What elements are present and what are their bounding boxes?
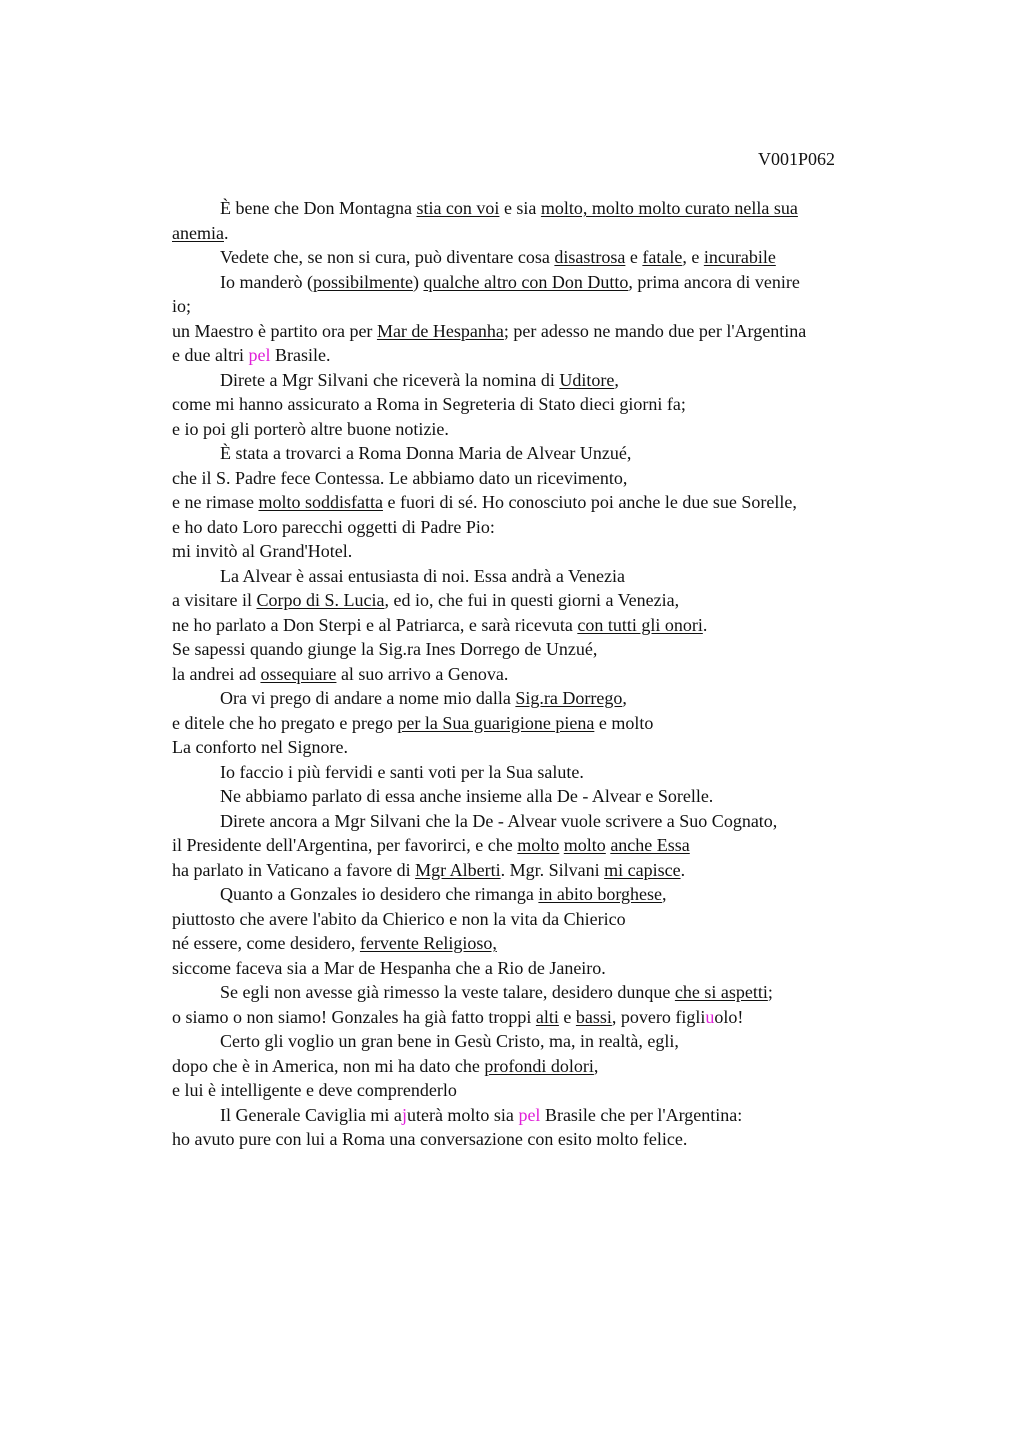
text-segment: ; per adesso ne mando due per l'Argentina — [503, 320, 807, 341]
underlined-text: anche Essa — [610, 835, 690, 855]
text-segment: Se sapessi quando giunge la Sig.ra Ines Dorrego de Unzué, — [172, 639, 598, 659]
underlined-text: molto soddisfatta — [258, 492, 383, 512]
underlined-text: Sig.ra Dorrego — [515, 688, 623, 708]
text-segment: ha parlato in Vaticano a favore di — [172, 859, 416, 880]
text-segment: Quanto a Gonzales io desidero che rimanga — [220, 884, 539, 904]
text-line — [172, 637, 912, 662]
text-line — [172, 221, 912, 246]
text-segment: che il S. Padre fece Contessa. Le abbiamo dato un ricevimento, — [172, 467, 628, 488]
text-line — [172, 441, 912, 466]
text-segment: uterà molto sia — [406, 1104, 519, 1125]
underlined-text: Corpo di S. Lucia — [256, 590, 385, 610]
text-segment: , prima ancora di venire — [628, 271, 800, 292]
text-line — [172, 319, 912, 344]
text-line — [172, 809, 912, 834]
underlined-text: in abito borghese — [538, 884, 663, 904]
text-line — [172, 1054, 912, 1079]
text-line — [172, 956, 912, 981]
underlined-text: fervente Religioso, — [359, 933, 497, 953]
text-line — [172, 539, 912, 564]
text-segment: È stata a trovarci a Roma Donna Maria de Alvear Unzué, — [220, 443, 632, 463]
underlined-text: profondi dolori — [484, 1055, 594, 1076]
text-segment: Brasile. — [270, 345, 331, 365]
underlined-text: Mar de Hespanha — [376, 320, 504, 341]
underlined-text: fatale — [642, 247, 683, 267]
text-segment: , — [662, 884, 667, 904]
text-segment: . — [680, 859, 686, 880]
text-segment: come mi hanno assicurato a Roma in Segreteria di Stato dieci giorni fa; — [172, 394, 686, 414]
text-segment: il Presidente dell'Argentina, per favorirci, e che — [172, 835, 518, 855]
underlined-text: che si aspetti — [674, 982, 768, 1002]
text-segment: Direte a Mgr Silvani che riceverà la nomina di — [220, 369, 560, 390]
letter-body — [172, 196, 912, 1152]
text-line — [172, 662, 912, 687]
text-line — [172, 294, 912, 319]
text-segment: Brasile che per l'Argentina: — [540, 1104, 743, 1125]
text-line — [172, 760, 912, 785]
text-segment: Se egli non avesse già rimesso la veste talare, desidero dunque — [220, 982, 675, 1002]
text-line — [172, 1005, 912, 1030]
text-line — [172, 417, 912, 442]
text-segment: e due altri — [172, 345, 249, 365]
text-segment: olo! — [714, 1006, 744, 1027]
text-line — [172, 907, 912, 932]
text-line — [172, 882, 912, 907]
text-segment: , e — [682, 247, 704, 267]
text-segment: Il Generale Caviglia mi a — [220, 1104, 402, 1125]
text-segment: Certo gli voglio un gran bene in Gesù Cristo, ma, in realtà, egli, — [220, 1031, 679, 1051]
text-segment: , — [622, 688, 627, 708]
text-line — [172, 686, 912, 711]
highlighted-text: u — [705, 1006, 715, 1027]
text-segment: e ditele che ho pregato e prego — [172, 712, 398, 733]
underlined-text: Mgr Alberti — [415, 859, 501, 880]
underlined-text: per la Sua guarigione piena — [397, 712, 595, 733]
text-segment: piuttosto che avere l'abito da Chierico e non la vita da Chierico — [172, 908, 626, 929]
text-line — [172, 368, 912, 393]
text-segment: o siamo o non siamo! Gonzales ha già fatto troppi — [172, 1006, 536, 1027]
underlined-text: incurabile — [703, 247, 776, 267]
text-segment: Io faccio i più fervidi e santi voti per la Sua salute. — [220, 761, 584, 782]
text-segment: ) — [412, 271, 424, 292]
text-segment: , — [614, 369, 619, 390]
highlighted-text: j — [401, 1104, 407, 1125]
text-segment: ne ho parlato a Don Sterpi e al Patriarca, e sarà ricevuta — [172, 614, 578, 635]
text-segment: e ho dato Loro parecchi oggetti di Padre Pio: — [172, 516, 495, 537]
text-line — [172, 588, 912, 613]
text-line — [172, 466, 912, 491]
underlined-text: stia con voi — [416, 198, 500, 218]
text-segment: . Mgr. Silvani — [500, 859, 605, 880]
text-line — [172, 564, 912, 589]
text-line — [172, 343, 912, 368]
text-line — [172, 1078, 912, 1103]
text-segment: Io manderò ( — [220, 271, 313, 292]
text-line — [172, 735, 912, 760]
text-segment: e lui è intelligente e deve comprenderlo — [172, 1080, 457, 1100]
text-segment: Direte ancora a Mgr Silvani che la De - Alvear vuole scrivere a Suo Cognato, — [220, 810, 778, 831]
text-segment: la andrei ad — [172, 663, 261, 684]
underlined-text: alti — [535, 1006, 559, 1027]
highlighted-text: pel — [248, 345, 271, 365]
text-segment: e ne rimase — [172, 492, 259, 512]
text-line — [172, 784, 912, 809]
underlined-text: mi capisce — [604, 859, 681, 880]
highlighted-text: pel — [518, 1104, 541, 1125]
underlined-text: molto — [517, 835, 560, 855]
text-segment: e molto — [594, 712, 654, 733]
text-line — [172, 245, 912, 270]
text-line — [172, 196, 912, 221]
text-segment: . — [702, 614, 708, 635]
underlined-text: disastrosa — [554, 247, 626, 267]
underlined-text: qualche altro con Don Dutto — [423, 271, 629, 292]
text-segment: siccome faceva sia a Mar de Hespanha che a Rio de Janeiro. — [172, 957, 606, 978]
text-segment: a visitare il — [172, 590, 257, 610]
underlined-text: bassi — [575, 1006, 612, 1027]
text-line — [172, 1029, 912, 1054]
text-segment: ho avuto pure con lui a Roma una conversazione con esito molto felice. — [172, 1129, 688, 1149]
text-line — [172, 515, 912, 540]
text-segment: e — [625, 247, 643, 267]
text-line — [172, 1103, 912, 1128]
text-segment: La conforto nel Signore. — [172, 737, 348, 757]
text-segment: dopo che è in America, non mi ha dato che — [172, 1055, 485, 1076]
text-line — [172, 931, 912, 956]
text-line — [172, 392, 912, 417]
text-segment: un Maestro è partito ora per — [172, 320, 377, 341]
text-segment: e fuori di sé. Ho conosciuto poi anche le due sue Sorelle, — [382, 492, 797, 512]
underlined-text: ossequiare — [260, 663, 337, 684]
text-segment: e — [558, 1006, 576, 1027]
text-line — [172, 270, 912, 295]
text-segment: Ne abbiamo parlato di essa anche insieme alla De - Alvear e Sorelle. — [220, 786, 714, 806]
text-line — [172, 833, 912, 858]
text-segment: Ora vi prego di andare a nome mio dalla — [220, 688, 516, 708]
text-segment: Vedete che, se non si cura, può diventare cosa — [220, 247, 555, 267]
text-segment: e io poi gli porterò altre buone notizie. — [172, 418, 449, 439]
page-identifier: V001P062 — [758, 149, 836, 169]
underlined-text: anemia — [172, 222, 224, 243]
text-line — [172, 858, 912, 883]
text-line — [172, 711, 912, 736]
text-segment: ; — [767, 982, 773, 1002]
text-segment: , ed io, che fui in questi giorni a Venezia, — [384, 590, 680, 610]
text-segment: al suo arrivo a Genova. — [336, 663, 509, 684]
text-line — [172, 980, 912, 1005]
text-segment: , — [593, 1055, 599, 1076]
text-segment: io; — [172, 296, 192, 316]
text-segment: , povero figli — [611, 1006, 706, 1027]
underlined-text: con tutti gli onori — [577, 614, 703, 635]
text-line — [172, 613, 912, 638]
underlined-text: molto — [563, 835, 606, 855]
underlined-text: molto, molto molto curato nella sua — [540, 198, 798, 218]
text-line — [172, 490, 912, 515]
text-segment: . — [223, 222, 229, 243]
text-segment: e sia — [499, 198, 541, 218]
underlined-text: possibilmente — [312, 271, 413, 292]
text-segment: La Alvear è assai entusiasta di noi. Essa andrà a Venezia — [220, 565, 626, 586]
text-segment: È bene che Don Montagna — [220, 198, 417, 218]
text-line — [172, 1127, 912, 1152]
text-segment: né essere, come desidero, — [172, 933, 360, 953]
underlined-text: Uditore — [559, 369, 615, 390]
text-segment: mi invitò al Grand'Hotel. — [172, 541, 353, 561]
